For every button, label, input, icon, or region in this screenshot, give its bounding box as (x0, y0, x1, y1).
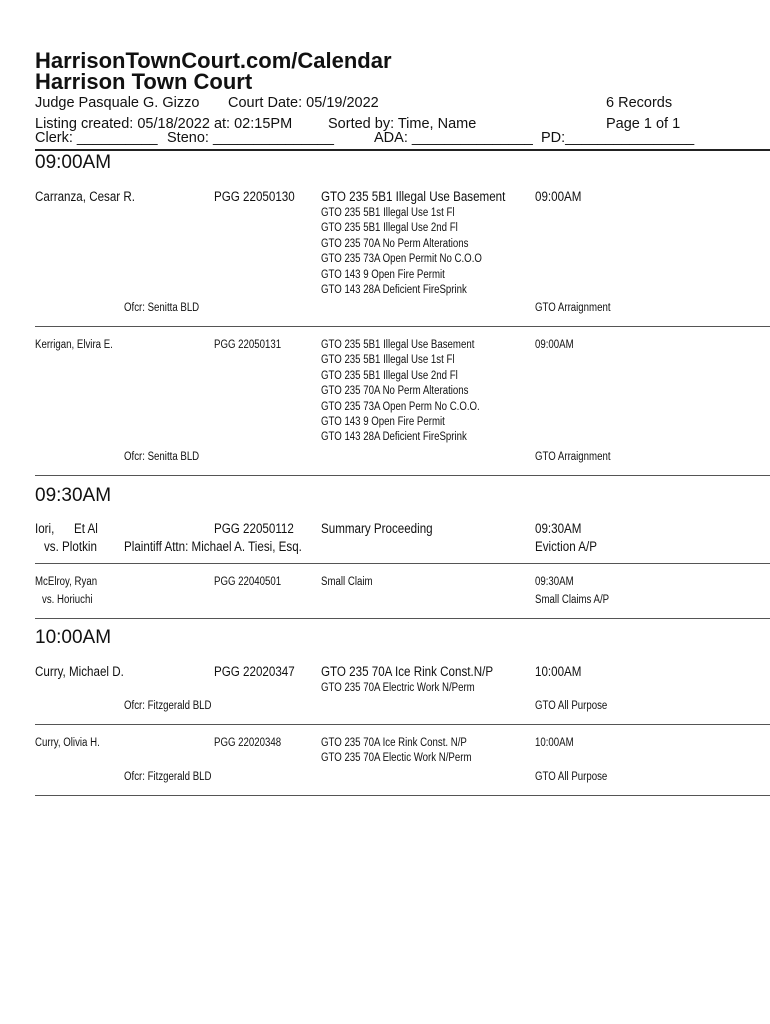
charge-item: GTO 235 5B1 Illegal Use Basement (321, 339, 475, 351)
pd-field: PD:________________ (541, 130, 695, 146)
appearance-time: 09:30AM (535, 576, 574, 588)
steno-field: Steno: _______________ (167, 130, 334, 146)
calendar-type: GTO Arraignment (535, 451, 611, 463)
charge-list (321, 736, 472, 767)
docket-number: PGG 22050131 (214, 339, 282, 351)
plaintiff-attorney: Plaintiff Attn: Michael A. Tiesi, Esq. (124, 539, 302, 554)
officer: Ofcr: Senitta BLD (124, 451, 200, 463)
respondent-name: vs. Plotkin (44, 539, 97, 554)
judge-name: Judge Pasquale G. Gizzo (35, 95, 200, 111)
calendar-type: Eviction A/P (535, 539, 597, 554)
ada-field: ADA: _______________ (374, 130, 533, 146)
charge-item: GTO 235 70A No Perm Alterations (321, 385, 469, 398)
officer: Ofcr: Fitzgerald BLD (124, 700, 212, 712)
appearance-time: 10:00AM (535, 737, 574, 749)
charge-item: GTO 143 9 Open Fire Permit (321, 268, 445, 281)
charge-item: GTO 235 5B1 Illegal Use 1st Fl (321, 207, 455, 219)
calendar-type: GTO Arraignment (535, 302, 611, 314)
appearance-time: 09:30AM (535, 521, 582, 536)
charge-item: GTO 235 70A Ice Rink Const. N/P (321, 737, 467, 749)
calendar-type: Small Claims A/P (535, 594, 610, 606)
defendant-name: Curry, Michael D. (35, 664, 124, 679)
charge-list (321, 338, 480, 446)
case-divider (35, 618, 770, 619)
defendant-name: Curry, Olivia H. (35, 737, 100, 749)
docket-number: PGG 22040501 (214, 576, 282, 588)
officer: Ofcr: Senitta BLD (124, 302, 200, 314)
charge-item: GTO 143 28A Deficient FireSprink (321, 431, 467, 444)
docket-number: PGG 22050112 (214, 521, 294, 536)
plaintiff-suffix: Et Al (74, 521, 98, 536)
charge-primary: GTO 235 5B1 Illegal Use Basement (321, 189, 506, 204)
charge-list (321, 681, 475, 696)
defendant-name: Carranza, Cesar R. (35, 189, 136, 204)
charge-list (321, 206, 482, 298)
case-divider (35, 795, 770, 796)
calendar-type: GTO All Purpose (535, 771, 608, 783)
plaintiff-name: Iori, (35, 521, 55, 536)
charge-item: GTO 235 73A Open Perm No C.O.O. (321, 400, 480, 413)
case-divider (35, 724, 770, 725)
record-count: 6 Records (606, 95, 673, 111)
page-title: HarrisonTownCourt.com/Calendar (35, 48, 392, 73)
charge-item: GTO 235 70A Electric Work N/Perm (321, 682, 475, 694)
charge-primary: Small Claim (321, 576, 373, 588)
time-slot-heading: 10:00AM (35, 627, 112, 648)
sort-order: Sorted by: Time, Name (328, 116, 477, 132)
docket-number: PGG 22020348 (214, 737, 282, 749)
officer: Ofcr: Fitzgerald BLD (124, 771, 212, 783)
listing-created: Listing created: 05/18/2022 at: 02:15PM (35, 116, 293, 132)
court-date: Court Date: 05/19/2022 (228, 95, 379, 111)
charge-primary: GTO 235 70A Ice Rink Const.N/P (321, 664, 494, 679)
plaintiff-name: McElroy, Ryan (35, 576, 98, 588)
charge-item: GTO 143 9 Open Fire Permit (321, 415, 445, 428)
time-slot-heading: 09:30AM (35, 485, 112, 506)
case-divider (35, 475, 770, 476)
charge-item: GTO 235 70A Electic Work N/Perm (321, 752, 472, 765)
clerk-field: Clerk: __________ (35, 130, 158, 146)
charge-item: GTO 235 5B1 Illegal Use 2nd Fl (321, 369, 458, 382)
page-number: Page 1 of 1 (606, 116, 681, 132)
time-slot-heading: 09:00AM (35, 152, 112, 173)
charge-item: GTO 143 28A Deficient FireSprink (321, 283, 467, 296)
charge-item: GTO 235 5B1 Illegal Use 1st Fl (321, 354, 455, 367)
case-divider (35, 563, 770, 564)
charge-item: GTO 235 73A Open Permit No C.O.O (321, 253, 482, 266)
charge-item: GTO 235 5B1 Illegal Use 2nd Fl (321, 222, 458, 235)
case-divider (35, 326, 770, 327)
defendant-name: Kerrigan, Elvira E. (35, 339, 113, 351)
header-divider (35, 149, 770, 151)
charge-item: GTO 235 70A No Perm Alterations (321, 237, 469, 250)
calendar-type: GTO All Purpose (535, 700, 608, 712)
appearance-time: 10:00AM (535, 664, 582, 679)
appearance-time: 09:00AM (535, 189, 582, 204)
court-name: Harrison Town Court (35, 69, 253, 94)
docket-number: PGG 22050130 (214, 189, 295, 204)
respondent-name: vs. Horiuchi (42, 594, 93, 606)
docket-number: PGG 22020347 (214, 664, 295, 679)
appearance-time: 09:00AM (535, 339, 574, 351)
charge-primary: Summary Proceeding (321, 521, 433, 536)
